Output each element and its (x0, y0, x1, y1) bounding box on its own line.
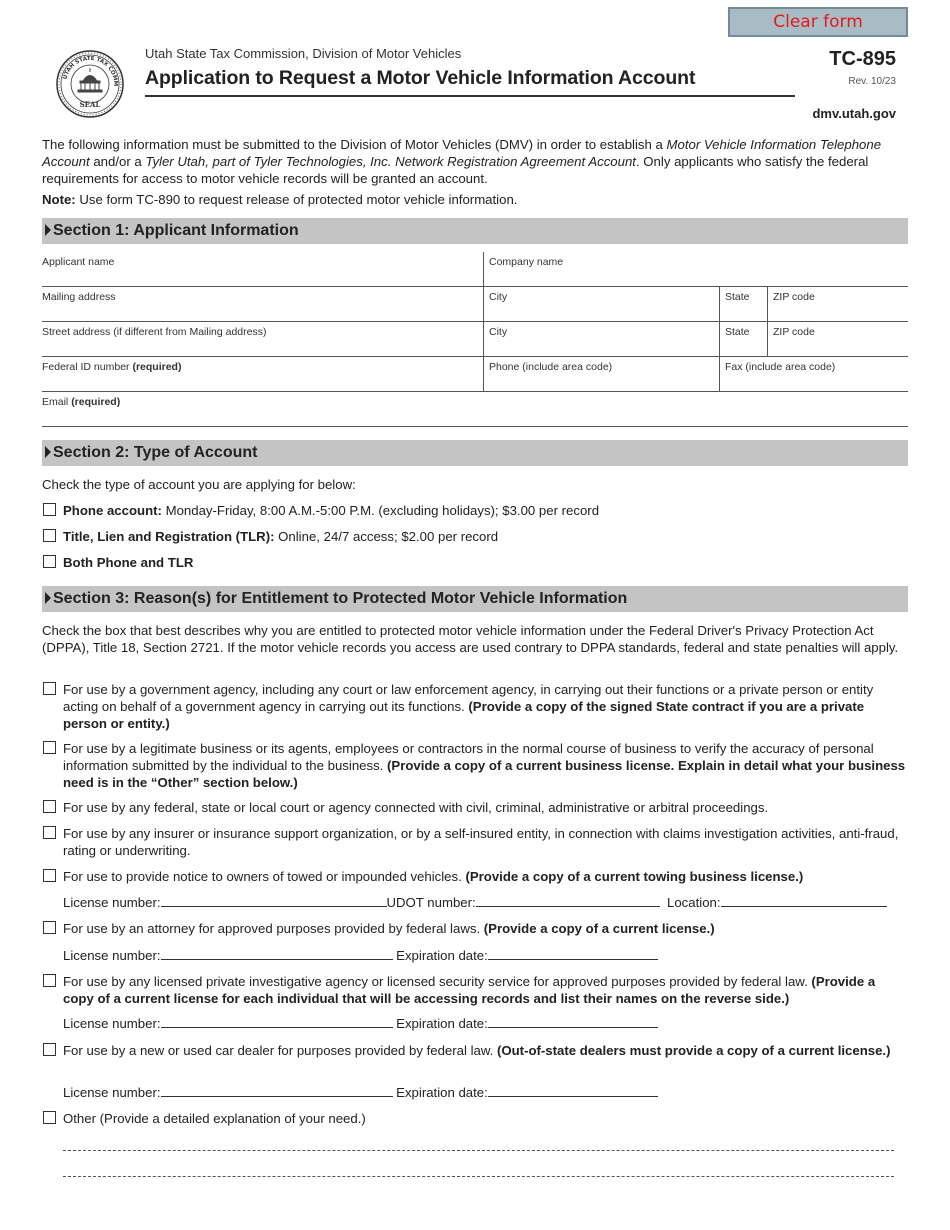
mailing-address-input[interactable] (46, 303, 479, 319)
street-zip-code-input[interactable] (772, 338, 904, 354)
section1-header: Section 1: Applicant Information (42, 218, 908, 244)
website-url: dmv.utah.gov (812, 106, 896, 121)
attorney-license-line: License number: Expiration date: (63, 947, 658, 964)
attorney-checkbox[interactable] (43, 921, 56, 934)
location-blank[interactable] (721, 894, 887, 907)
intro-note: Note: Use form TC-890 to request release of protected motor vehicle information. (42, 192, 518, 207)
section3-instruction: Check the box that best describes why you are entitled to protected motor vehicle information under the Federal Driver's Privacy Protection Act (DPPA), Title 18, Section 2721. If the motor vehicle records you access are used contrary to DPPA standards, federal and state penalties will apply. (42, 623, 899, 655)
phone-field: Phone (include area code) (483, 357, 719, 392)
investigative-agency-checkbox[interactable] (43, 974, 56, 987)
other-explanation-line-1[interactable] (63, 1150, 894, 1151)
triangle-bullet-icon (45, 592, 51, 604)
street-city-field: City (483, 322, 719, 357)
phone-account-checkbox[interactable] (43, 503, 56, 516)
government-agency-option: For use by a government agency, including any court or law enforcement agency, in carrying out their functions or a private person or entity acting on behalf of a government agency in carrying out its functions. (Provide a copy of the signed State contract if you are a private person or entity.) (63, 682, 874, 731)
city-input[interactable] (488, 303, 715, 319)
attorney-option: For use by an attorney for approved purposes provided by federal laws. (Provide a copy of a current license.) (63, 921, 715, 936)
towed-vehicles-checkbox[interactable] (43, 869, 56, 882)
court-agency-option: For use by any federal, state or local court or agency connected with civil, criminal, administrative or arbitral proceedings. (63, 800, 769, 815)
street-city-input[interactable] (488, 338, 715, 354)
federal-id-field: Federal ID number (required) (42, 357, 483, 392)
both-accounts-option: Both Phone and TLR (63, 555, 194, 570)
investigator-expiration-date-blank[interactable] (488, 1015, 658, 1028)
triangle-bullet-icon (45, 446, 51, 458)
email-input[interactable] (46, 408, 904, 424)
state-field: State (719, 287, 767, 322)
mailing-address-field: Mailing address (42, 287, 483, 322)
dealer-license-number-blank[interactable] (161, 1084, 393, 1097)
legitimate-business-checkbox[interactable] (43, 741, 56, 754)
government-agency-checkbox[interactable] (43, 682, 56, 695)
other-reason-checkbox[interactable] (43, 1111, 56, 1124)
both-accounts-checkbox[interactable] (43, 555, 56, 568)
company-name-field: Company name (483, 252, 908, 287)
page-title: Application to Request a Motor Vehicle Information Account (145, 67, 696, 89)
towed-vehicles-option: For use to provide notice to owners of towed or impounded vehicles. (Provide a copy of a current towing business license.) (63, 869, 804, 884)
investigator-license-number-blank[interactable] (161, 1015, 393, 1028)
street-address-input[interactable] (46, 338, 479, 354)
tlr-account-option: Title, Lien and Registration (TLR): Online, 24/7 access; $2.00 per record (63, 529, 499, 544)
attorney-expiration-date-blank[interactable] (488, 947, 658, 960)
phone-input[interactable] (488, 373, 715, 389)
towing-license-number-blank[interactable] (161, 894, 387, 907)
zip-code-field: ZIP code (767, 287, 908, 322)
applicant-name-input[interactable] (46, 268, 479, 284)
other-explanation-line-2[interactable] (63, 1176, 894, 1177)
investigator-license-line: License number: Expiration date: (63, 1015, 658, 1032)
applicant-name-field: Applicant name (42, 252, 483, 287)
section3-header: Section 3: Reason(s) for Entitlement to Protected Motor Vehicle Information (42, 586, 908, 612)
federal-id-input[interactable] (46, 373, 479, 389)
insurer-option: For use by any insurer or insurance support organization, or by a self-insured entity, in connection with claims investigation activities, anti-fraud, rating or underwriting. (63, 826, 899, 858)
company-name-input[interactable] (488, 268, 904, 284)
agency-name: Utah State Tax Commission, Division of Motor Vehicles (145, 46, 462, 61)
state-input[interactable] (724, 303, 763, 319)
street-state-input[interactable] (724, 338, 763, 354)
clear-form-button[interactable]: Clear form (728, 7, 908, 37)
dealer-license-line: License number: Expiration date: (63, 1084, 658, 1101)
zip-code-input[interactable] (772, 303, 904, 319)
street-address-field: Street address (if different from Mailing address) (42, 322, 483, 357)
section2-instruction: Check the type of account you are applying for below: (42, 477, 356, 492)
car-dealer-option: For use by a new or used car dealer for purposes provided by federal law. (Out-of-state dealers must provide a copy of a current license.) (63, 1043, 891, 1058)
svg-text:UTAH STATE TAX COMMISSION: UTAH STATE TAX COMM (62, 55, 119, 87)
section2-header: Section 2: Type of Account (42, 440, 908, 466)
fax-input[interactable] (724, 373, 904, 389)
title-divider (145, 95, 795, 97)
triangle-bullet-icon (45, 224, 51, 236)
car-dealer-checkbox[interactable] (43, 1043, 56, 1056)
svg-text:SEAL: SEAL (79, 100, 101, 109)
insurer-checkbox[interactable] (43, 826, 56, 839)
udot-number-blank[interactable] (476, 894, 660, 907)
legitimate-business-option: For use by a legitimate business or its agents, employees or contractors in the normal course of business to verify the accuracy of personal information submitted by the individual to the business. (Provide a copy of a current business license. Explain in detail what your business need is in the “Other” section below.) (63, 741, 906, 790)
investigative-agency-option: For use by any licensed private investigative agency or licensed security service for approved purposes provided by federal law. (Provide a copy of a current license for each individual that will be accessing records and list their names on the reverse side.) (63, 974, 876, 1006)
tlr-account-checkbox[interactable] (43, 529, 56, 542)
other-reason-option: Other (Provide a detailed explanation of your need.) (63, 1111, 366, 1126)
form-number: TC-895 (829, 48, 896, 70)
towing-license-line: License number: UDOT number: Location: (63, 894, 887, 911)
street-zip-code-field: ZIP code (767, 322, 908, 357)
email-field: Email (required) (42, 392, 908, 427)
street-state-field: State (719, 322, 767, 357)
court-agency-checkbox[interactable] (43, 800, 56, 813)
state-seal-logo (56, 50, 124, 118)
dealer-expiration-date-blank[interactable] (488, 1084, 658, 1097)
revision-date: Rev. 10/23 (848, 76, 896, 87)
intro-paragraph: The following information must be submitted to the Division of Motor Vehicles (DMV) in order to establish a Motor Vehicle Information Telephone Account and/or a Tyler Utah, part of Tyler Technologies, Inc. Network Registration Agreement Account. Only applicants who satisfy the federal requirements for access to motor vehicle records will be granted an account. (42, 137, 882, 186)
fax-field: Fax (include area code) (719, 357, 908, 392)
phone-account-option: Phone account: Monday-Friday, 8:00 A.M.-5:00 P.M. (excluding holidays); $3.00 per record (63, 503, 600, 518)
attorney-license-number-blank[interactable] (161, 947, 393, 960)
city-field: City (483, 287, 719, 322)
